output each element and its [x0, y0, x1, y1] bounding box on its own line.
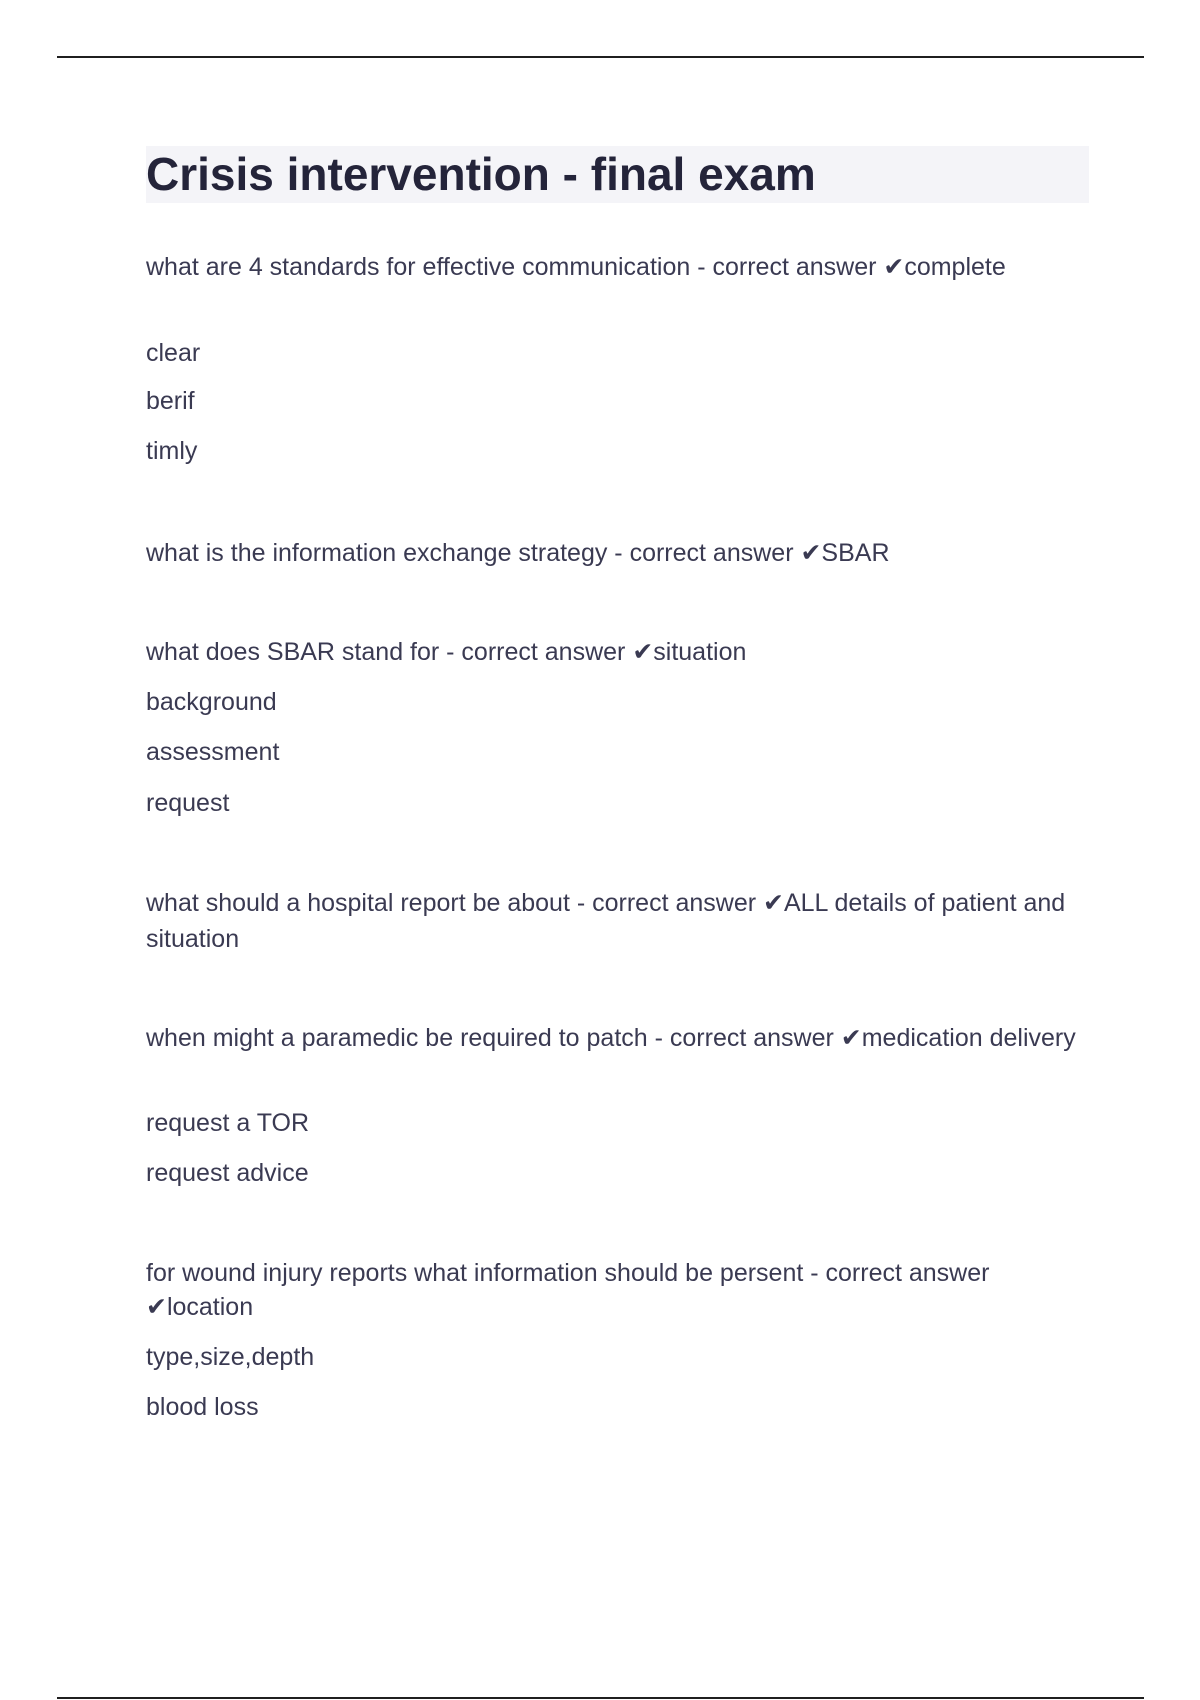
question-2: what is the information exchange strategy - correct answer ✔SBAR [146, 539, 890, 567]
answer-line-1-1: clear [146, 339, 201, 367]
page-title: Crisis intervention - final exam [146, 148, 816, 200]
answer-line-6-1: type,size,depth [146, 1343, 315, 1371]
answer-line-3-2: assessment [146, 738, 280, 766]
question-4: what should a hospital report be about - correct answer ✔ALL details of patient and situation [146, 889, 1066, 953]
bottom-rule [57, 1697, 1144, 1699]
top-rule [57, 56, 1144, 58]
answer-line-5-2: request advice [146, 1159, 309, 1187]
answer-line-5-1: request a TOR [146, 1109, 310, 1137]
question-5: when might a paramedic be required to patch - correct answer ✔medication delivery [146, 1024, 1076, 1052]
question-1: what are 4 standards for effective communication - correct answer ✔complete [146, 253, 1006, 281]
answer-line-3-1: background [146, 688, 277, 716]
question-3: what does SBAR stand for - correct answer ✔situation [146, 638, 747, 666]
answer-line-3-3: request [146, 789, 230, 817]
answer-line-1-2: berif [146, 387, 195, 415]
answer-line-1-3: timly [146, 437, 198, 465]
answer-line-6-2: blood loss [146, 1393, 259, 1421]
question-6: for wound injury reports what information should be persent - correct answer ✔location [146, 1259, 990, 1321]
